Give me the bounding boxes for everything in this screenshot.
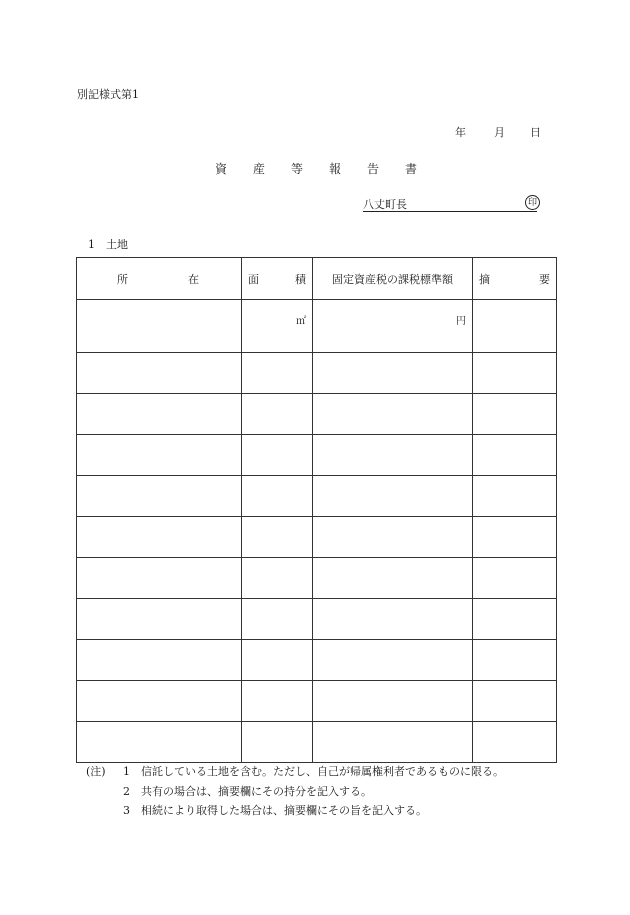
cell-location[interactable]	[77, 558, 242, 599]
cell-area[interactable]	[242, 558, 313, 599]
cell-tax-base[interactable]	[313, 558, 473, 599]
header-location-part: 所	[117, 272, 128, 286]
notes-lead: (注)	[86, 765, 106, 778]
table-row	[77, 435, 557, 476]
table-header-row	[77, 258, 557, 300]
cell-tax-base[interactable]	[313, 722, 473, 763]
cell-tax-base[interactable]	[313, 353, 473, 394]
addressee: 八丈町長	[363, 196, 537, 212]
header-area-part: 積	[295, 272, 306, 286]
table-row	[77, 640, 557, 681]
table-row	[77, 476, 557, 517]
cell-location[interactable]	[77, 476, 242, 517]
cell-tax-base[interactable]	[313, 517, 473, 558]
section-heading: 1 土地	[88, 238, 128, 251]
header-location-part: 在	[188, 272, 199, 286]
cell-area[interactable]	[242, 300, 313, 353]
cell-remarks[interactable]	[473, 599, 557, 640]
cell-location[interactable]	[77, 394, 242, 435]
cell-location[interactable]	[77, 599, 242, 640]
cell-remarks[interactable]	[473, 476, 557, 517]
table-row	[77, 599, 557, 640]
table-row	[77, 300, 557, 353]
header-area-part: 面	[248, 272, 259, 286]
cell-remarks[interactable]	[473, 435, 557, 476]
cell-location[interactable]	[77, 300, 242, 353]
table-row	[77, 353, 557, 394]
cell-location[interactable]	[77, 681, 242, 722]
cell-remarks[interactable]	[473, 394, 557, 435]
cell-area[interactable]	[242, 599, 313, 640]
cell-area[interactable]	[242, 517, 313, 558]
cell-area[interactable]	[242, 394, 313, 435]
header-remarks-part: 摘	[479, 272, 490, 286]
form-id: 別記様式第1	[77, 88, 139, 101]
note-text: 信託している土地を含む。ただし、自己が帰属権利者であるものに限る。	[141, 765, 504, 778]
note-text: 相続により取得した場合は、摘要欄にその旨を記入する。	[141, 804, 427, 817]
header-remarks-part: 要	[539, 272, 550, 286]
cell-location[interactable]	[77, 722, 242, 763]
cell-tax-base[interactable]	[313, 599, 473, 640]
cell-location[interactable]	[77, 435, 242, 476]
note-number: 2	[123, 784, 130, 798]
cell-remarks[interactable]	[473, 640, 557, 681]
cell-tax-base[interactable]	[313, 640, 473, 681]
header-remarks	[473, 258, 557, 300]
note-text: 共有の場合は、摘要欄にその持分を記入する。	[141, 784, 372, 798]
note-item	[86, 762, 504, 782]
cell-remarks[interactable]	[473, 517, 557, 558]
cell-area[interactable]	[242, 722, 313, 763]
cell-tax-base[interactable]	[313, 681, 473, 722]
cell-tax-base[interactable]	[313, 300, 473, 353]
cell-area[interactable]	[242, 476, 313, 517]
cell-area[interactable]	[242, 353, 313, 394]
tax-unit: 円	[456, 316, 466, 327]
table-row	[77, 681, 557, 722]
table-row	[77, 394, 557, 435]
date-month-label: 月	[494, 126, 505, 139]
table-row	[77, 722, 557, 763]
notes	[86, 762, 504, 821]
cell-area[interactable]	[242, 640, 313, 681]
cell-tax-base[interactable]	[313, 435, 473, 476]
cell-location[interactable]	[77, 640, 242, 681]
cell-location[interactable]	[77, 517, 242, 558]
table-row	[77, 517, 557, 558]
date-day-label: 日	[530, 126, 541, 139]
cell-area[interactable]	[242, 435, 313, 476]
cell-tax-base[interactable]	[313, 476, 473, 517]
seal-mark: 印	[525, 195, 540, 210]
land-table	[76, 257, 557, 763]
note-item	[86, 801, 504, 821]
header-tax-base-label: 固定資産税の課税標準額	[332, 272, 453, 286]
header-tax-base	[313, 258, 473, 300]
cell-remarks[interactable]	[473, 681, 557, 722]
cell-remarks[interactable]	[473, 558, 557, 599]
header-area	[242, 258, 313, 300]
note-number: 3	[123, 804, 130, 817]
date-year-label: 年	[455, 126, 466, 139]
cell-remarks[interactable]	[473, 722, 557, 763]
document-title: 資産等報告書	[215, 162, 444, 176]
cell-location[interactable]	[77, 353, 242, 394]
cell-area[interactable]	[242, 681, 313, 722]
header-location	[77, 258, 242, 300]
cell-remarks[interactable]	[473, 353, 557, 394]
note-number: 1	[123, 765, 130, 778]
area-unit: ㎡	[296, 316, 306, 327]
note-item	[86, 782, 504, 802]
cell-remarks[interactable]	[473, 300, 557, 353]
cell-tax-base[interactable]	[313, 394, 473, 435]
table-row	[77, 558, 557, 599]
